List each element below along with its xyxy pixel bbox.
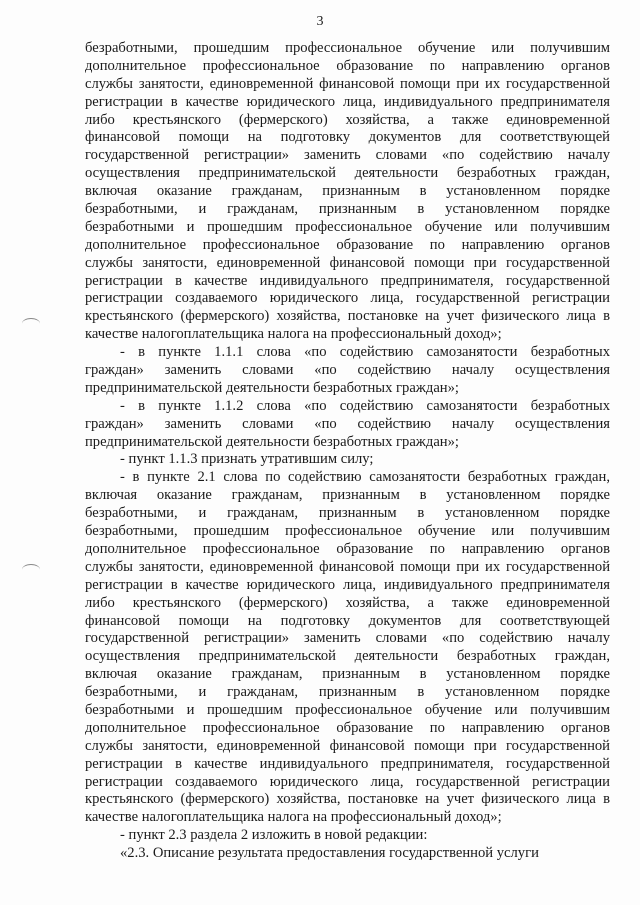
text-line: качестве налогоплательщика налога на профессиональный доход»; <box>85 809 502 826</box>
text-line: безработными, прошедшим профессиональное обучение или получившим <box>85 523 610 540</box>
page-number: 3 <box>316 14 324 29</box>
text-line: включая оказание гражданам, признанным в установленном порядке <box>85 487 610 504</box>
text-line: качестве налогоплательщика налога на профессиональный доход»; <box>85 326 502 343</box>
text-line: предпринимательской деятельности безработных граждан»; <box>85 379 459 396</box>
text-line: дополнительное профессиональное образование по направлению органов <box>85 540 610 557</box>
text-line: безработными, и гражданам, признанным в установленном порядке <box>85 201 610 218</box>
text-line: включая оказание гражданам, признанным в установленном порядке <box>85 183 610 200</box>
text-line: безработными, прошедшим профессиональное обучение или получившим <box>85 40 610 56</box>
text-line: «2.3. Описание результата предоставления государственной услуги <box>120 845 539 862</box>
text-line: - в пункте 1.1.2 слова «по содействию самозанятости безработных <box>120 397 610 414</box>
text-line: службы занятости, единовременной финансовой помощи при государственной <box>85 254 610 271</box>
text-line: - пункт 1.1.3 признать утратившим силу; <box>120 451 374 468</box>
text-line: безработными, и гражданам, признанным в установленном порядке <box>85 684 610 701</box>
text-line: регистрации в качестве индивидуального предпринимателя, государственной <box>85 755 610 772</box>
text-line: службы занятости, единовременной финансовой помощи при их государственной <box>85 558 610 575</box>
text-line: регистрации в качестве индивидуального предпринимателя, государственной <box>85 272 610 289</box>
text-line: финансовой помощи на подготовку документов для соответствующей <box>85 129 610 146</box>
text-line: дополнительное профессиональное образование по направлению органов <box>85 719 610 736</box>
text-line: осуществления предпринимательской деятельности безработных граждан, <box>85 648 610 665</box>
text-line: граждан» заменить словами «по содействию началу осуществления <box>85 415 610 432</box>
text-line: безработными, и гражданам, признанным в установленном порядке <box>85 505 610 522</box>
text-line: дополнительное профессиональное образование по направлению органов <box>85 57 610 74</box>
text-line: крестьянского (фермерского) хозяйства, постановке на учет физического лица в <box>85 308 610 325</box>
text-line: финансовой помощи на подготовку документов для соответствующей <box>85 612 610 629</box>
text-line: предпринимательской деятельности безработных граждан»; <box>85 433 459 450</box>
text-line: службы занятости, единовременной финансовой помощи при их государственной <box>85 75 610 92</box>
punch-hole-mark <box>22 318 40 329</box>
text-line: государственной регистрации» заменить словами «по содействию началу <box>85 630 610 647</box>
text-line: государственной регистрации» заменить словами «по содействию началу <box>85 147 610 164</box>
text-line: регистрации создаваемого юридического лица, государственной регистрации <box>85 290 610 307</box>
text-line: включая оказание гражданам, признанным в установленном порядке <box>85 666 610 683</box>
text-line: - в пункте 1.1.1 слова «по содействию самозанятости безработных <box>120 344 610 361</box>
text-line: - пункт 2.3 раздела 2 изложить в новой редакции: <box>120 827 428 844</box>
text-line: - в пункте 2.1 слова по содействию самозанятости безработных граждан, <box>120 469 610 486</box>
text-line: безработными и прошедшим профессиональное обучение или получившим <box>85 218 610 235</box>
document-body <box>85 40 610 863</box>
text-line: осуществления предпринимательской деятельности безработных граждан, <box>85 165 610 182</box>
text-line: либо крестьянского (фермерского) хозяйства, а также единовременной <box>85 111 610 128</box>
text-line: либо крестьянского (фермерского) хозяйства, а также единовременной <box>85 594 610 611</box>
text-line: граждан» заменить словами «по содействию началу осуществления <box>85 362 610 379</box>
text-line: регистрации создаваемого юридического лица, государственной регистрации <box>85 773 610 790</box>
text-line: службы занятости, единовременной финансовой помощи при государственной <box>85 737 610 754</box>
text-line: безработными и прошедшим профессиональное обучение или получившим <box>85 701 610 718</box>
text-line: крестьянского (фермерского) хозяйства, постановке на учет физического лица в <box>85 791 610 808</box>
punch-hole-mark <box>22 564 40 575</box>
text-line: дополнительное профессиональное образование по направлению органов <box>85 236 610 253</box>
text-line: регистрации в качестве юридического лица, индивидуального предпринимателя <box>85 576 610 593</box>
text-line: регистрации в качестве юридического лица, индивидуального предпринимателя <box>85 93 610 110</box>
